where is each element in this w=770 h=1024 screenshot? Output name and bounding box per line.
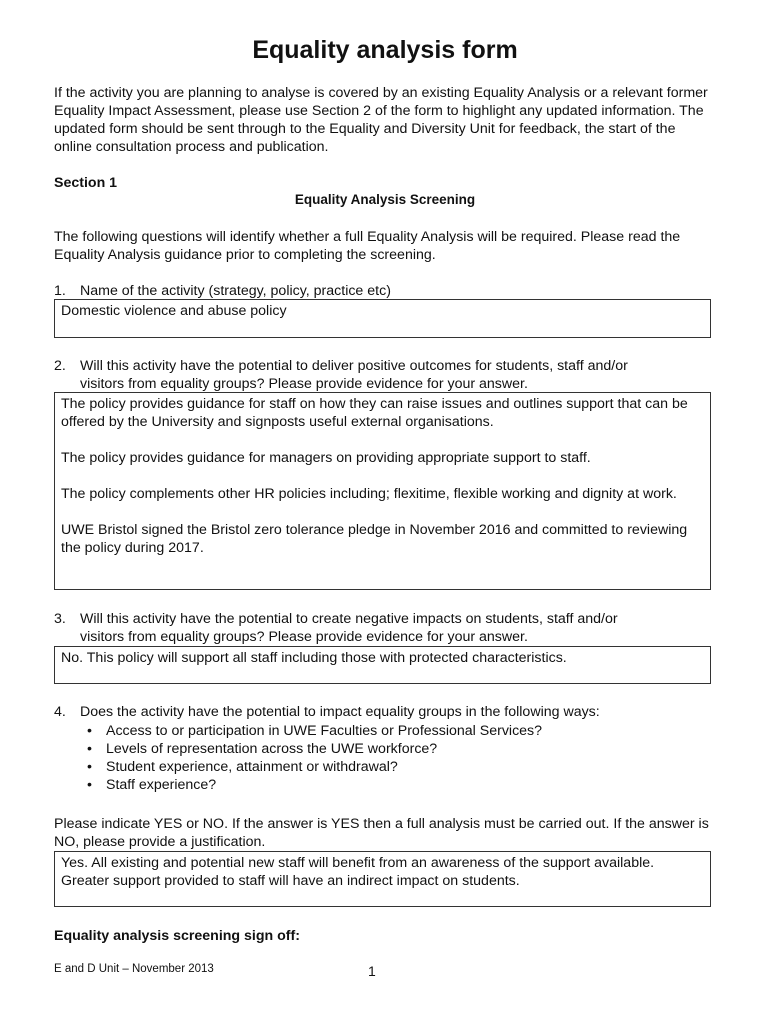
question-text-line-2: visitors from equality groups? Please provide evidence for your answer. [80,629,528,645]
footer-label: E and D Unit – November 2013 [54,963,214,975]
screening-intro: The following questions will identify whether a full Equality Analysis will be required. Please read the Equality Analysis guidance prior to completing the screening. [54,229,681,263]
question-1 [54,282,714,300]
page-number: 1 [368,963,376,979]
intro-paragraph: If the activity you are planning to analyse is covered by an existing Equality Analysis or a relevant former Equality Impact Assessment, please use Section 2 of the form to highlight any updated information. The updated form should be sent through to the Equality and Diversity Unit for feedback, the start of the online consultation process and publication. [54,85,708,155]
question-number: 4. [54,704,66,720]
yes-no-instruction: Please indicate YES or NO. If the answer is YES then a full analysis must be carried out. If the answer is NO, please provide a justification. [54,816,709,850]
question-text-line-1: Will this activity have the potential to deliver positive outcomes for students, staff and/or [80,358,628,374]
question-4 [54,703,714,721]
answer-paragraph: UWE Bristol signed the Bristol zero tolerance pledge in November 2016 and committed to reviewing the policy during 2017. [61,522,688,556]
answer-box-1[interactable] [54,299,711,338]
question-number: 3. [54,611,66,627]
list-item: • Access to or participation in UWE Faculties or Professional Services? [87,723,543,739]
answer-box-4[interactable] [54,851,711,907]
answer-paragraph: The policy provides guidance for staff on how they can raise issues and outlines support that can be offered by the University and signposts useful external organisations. [61,396,688,430]
sign-off-heading: Equality analysis screening sign off: [54,928,300,944]
list-item: • Student experience, attainment or withdrawal? [87,759,398,775]
question-text: Name of the activity (strategy, policy, practice etc) [80,283,391,299]
page-title: Equality analysis form [252,36,518,64]
question-number: 1. [54,283,66,299]
answer-paragraph: The policy provides guidance for managers on providing appropriate support to staff. [61,450,591,466]
answer-text: Yes. All existing and potential new staff will benefit from an awareness of the support available. Greater support provided to staff will have an indirect impact on students. [61,855,655,889]
bullet-icon: • [87,759,92,775]
question-3 [54,610,714,646]
answer-box-3[interactable] [54,646,711,684]
question-number: 2. [54,358,66,374]
answer-paragraph: The policy complements other HR policies including; flexitime, flexible working and dignity at work. [61,486,677,502]
bullet-icon: • [87,777,92,793]
answer-text: No. This policy will support all staff including those with protected characteristics. [61,650,567,666]
list-item: • Staff experience? [87,777,217,793]
section-heading: Section 1 [54,175,118,191]
question-2 [54,357,714,393]
list-item: • Levels of representation across the UWE workforce? [87,741,438,757]
impact-bullet-list [84,722,704,794]
bullet-icon: • [87,741,92,757]
question-text-line-1: Will this activity have the potential to create negative impacts on students, staff and/or [80,611,618,627]
answer-text: Domestic violence and abuse policy [61,303,287,319]
question-text: Does the activity have the potential to impact equality groups in the following ways: [80,704,600,720]
question-text-line-2: visitors from equality groups? Please provide evidence for your answer. [80,376,528,392]
answer-box-2[interactable] [54,392,711,590]
bullet-icon: • [87,723,92,739]
screening-heading: Equality Analysis Screening [294,192,476,207]
